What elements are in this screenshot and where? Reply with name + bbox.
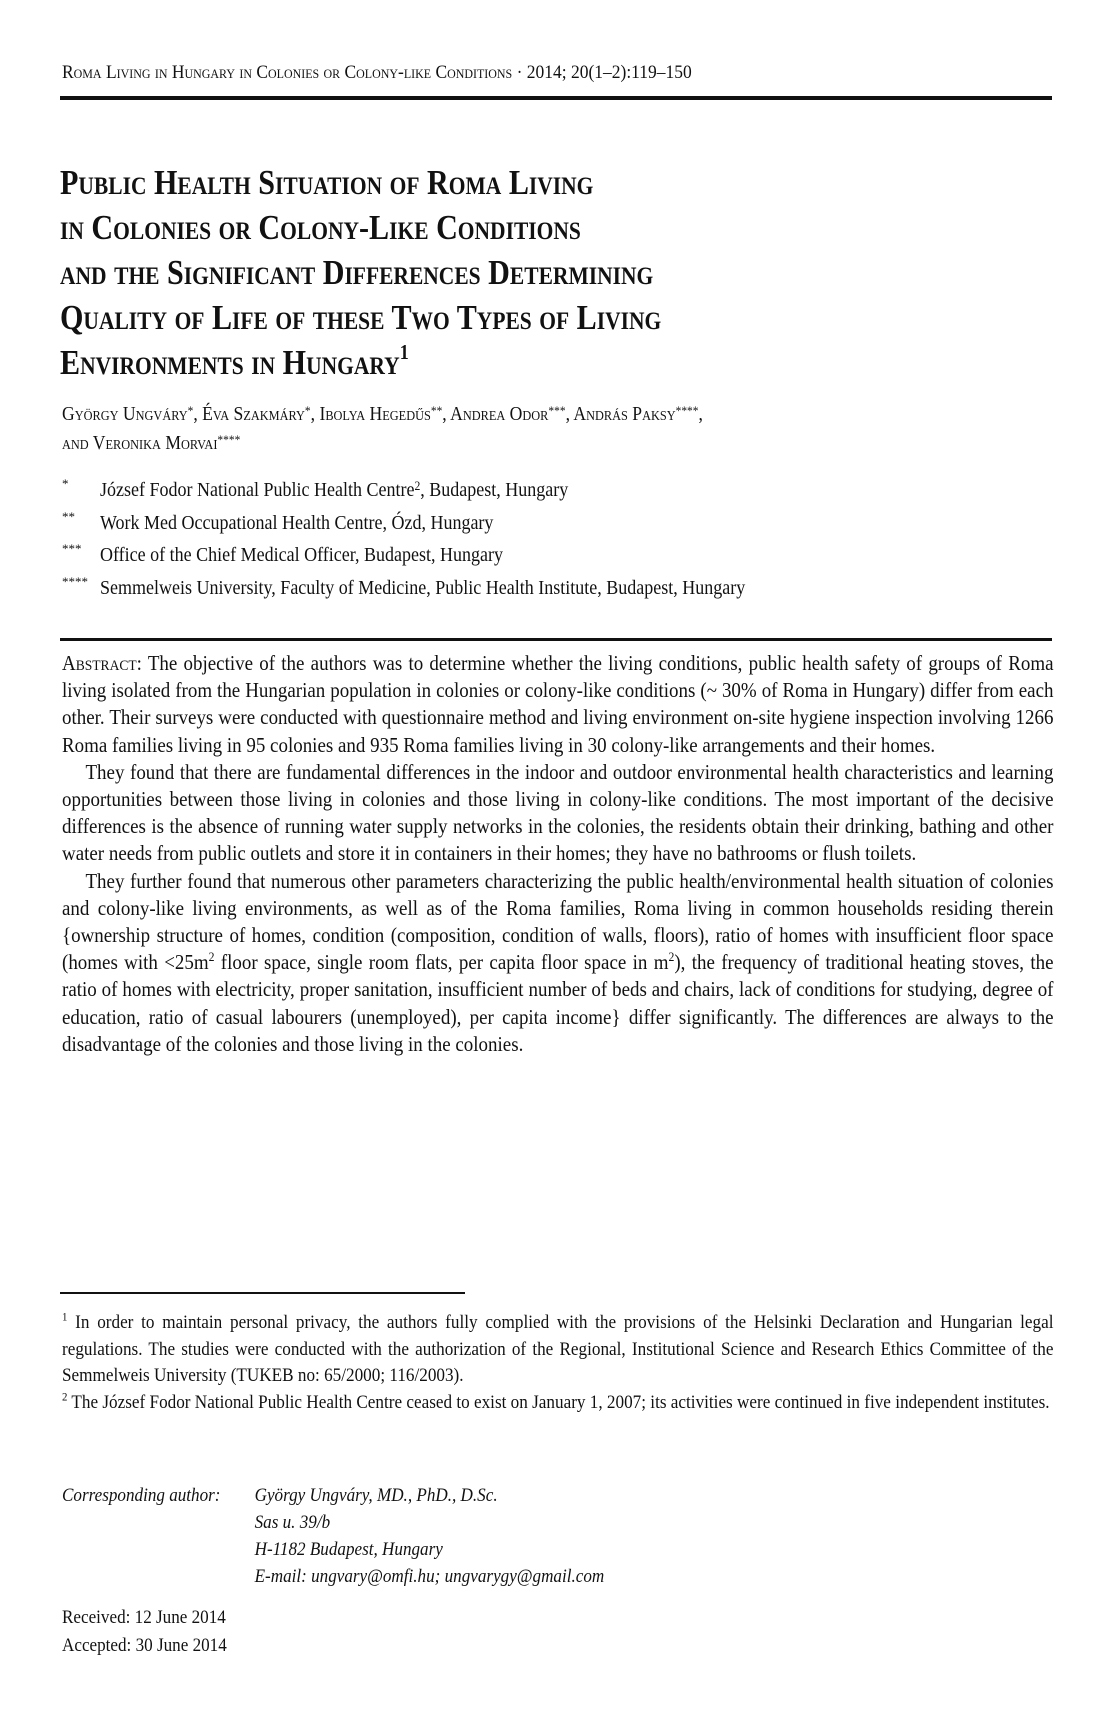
- running-head-citation: 2014; 20(1–2):119–150: [526, 62, 692, 83]
- author-name: András Paksy: [573, 403, 676, 425]
- corresponding-author-name: György Ungváry, MD., PhD., D.Sc.: [254, 1485, 498, 1506]
- corresponding-author-city: H-1182 Budapest, Hungary: [254, 1539, 443, 1560]
- running-head-title: Roma Living in Hungary in Colonies or Colony-like Conditions: [62, 62, 513, 83]
- author-name: György Ungváry: [62, 403, 188, 425]
- footnote-rule: [60, 1292, 465, 1294]
- abstract-paragraph: They found that there are fundamental differences in the indoor and outdoor environmental health characteristics and learning opportunities between those living in colonies and those living in colony-like conditions. The most important of the decisive differences is the absence of running water supply networks in the colonies, the residents obtain their drinking, bathing and other water needs from public outlets and store it in containers in their homes; they have no bathrooms or flush toilets.: [62, 759, 1054, 866]
- affiliation-mark: *: [304, 403, 311, 418]
- footnotes: [62, 1310, 1053, 1416]
- running-head-separator: ·: [512, 62, 527, 83]
- abstract: [62, 650, 1053, 1058]
- header-rule: [60, 96, 1052, 100]
- affiliation-mark: **: [430, 403, 443, 418]
- received-date: Received: 12 June 2014: [62, 1607, 226, 1628]
- corresponding-author-street: Sas u. 39/b: [254, 1512, 331, 1533]
- abstract-paragraph: They further found that numerous other parameters characterizing the public health/environmental health situation of colonies and colony-like living environments, as well as of the Roma families, Roma living in common households residing therein {ownership structure of homes, condition (composition, condition of walls, floors), ratio of homes with insufficient floor space (homes with $<25m^2$ floor space, single room flats, per capita floor space in $m^2$), the frequency of traditional heating stoves, the ratio of homes with electricity, proper sanitation, insufficient number of beds and chairs, lack of conditions for studying, degree of education, ratio of casual labourers (unemployed), per capita income} differ significantly. The differences are always to the disadvantage of the colonies and those living in the colonies.: [62, 868, 1054, 1056]
- footnote-mark[interactable]: 2: [414, 478, 421, 493]
- author-list: György Ungváry*, Éva Szakmáry*, Ibolya Hegedűs**, Andrea Odor***, András Paksy****, and Veronika Morvai****: [62, 403, 703, 454]
- affiliation-mark: *: [187, 403, 194, 418]
- running-head: [62, 62, 692, 84]
- author-name: Ibolya Hegedűs: [319, 403, 431, 425]
- title-line: Environments in Hungary$^1$: [60, 340, 409, 382]
- footnote: $^1$ In order to maintain personal privacy, the authors fully complied with the provisions of the Helsinki Declaration and Hungarian legal regulations. The studies were conducted with the authorization of the Regional, Institutional Science and Research Ethics Committee of the Semmelweis University (TUKEB no: 65/2000; 116/2003).: [62, 1309, 1054, 1386]
- title-footnote-mark[interactable]: 1: [399, 340, 409, 364]
- abstract-label: Abstract:: [62, 651, 142, 675]
- affiliation-mark: ***: [548, 403, 566, 418]
- section-rule: [60, 638, 1052, 641]
- author-name: Andrea Odor: [450, 403, 549, 425]
- footnote: $^2$ The József Fodor National Public Health Centre ceased to exist on January 1, 2007; its activities were continued in five independent institutes.: [62, 1389, 1050, 1413]
- accepted-date: Accepted: 30 June 2014: [62, 1634, 227, 1656]
- title-line: and the Significant Differences Determining: [60, 253, 654, 292]
- author-name: Veronika Morvai: [92, 432, 218, 454]
- article-title: [60, 160, 920, 385]
- article-dates: [62, 1604, 227, 1659]
- corresponding-author-email[interactable]: E-mail: ungvary@omfi.hu; ungvarygy@gmail.com: [254, 1566, 605, 1587]
- author-name: Éva Szakmáry: [202, 403, 305, 425]
- corresponding-author: [62, 1482, 604, 1590]
- title-line: in Colonies or Colony-Like Conditions: [60, 208, 581, 247]
- title-line: Quality of Life of these Two Types of Living: [60, 298, 662, 337]
- title-line: Public Health Situation of Roma Living: [60, 163, 594, 202]
- abstract-paragraph: Abstract: The objective of the authors was to determine whether the living conditions, public health safety of groups of Roma living isolated from the Hungarian population in colonies or colony-like conditions (~ 30% of Roma in Hungary) differ from each other. Their surveys were conducted with questionnaire method and living environment on-site hygiene inspection involving 1266 Roma families living in 95 colonies and 935 Roma families living in 30 colony-like arrangements and their homes.: [62, 651, 1054, 757]
- affiliation-mark: ****: [217, 432, 241, 447]
- affiliation-mark: ****: [675, 403, 699, 418]
- corresponding-author-label: Corresponding author:: [62, 1485, 221, 1506]
